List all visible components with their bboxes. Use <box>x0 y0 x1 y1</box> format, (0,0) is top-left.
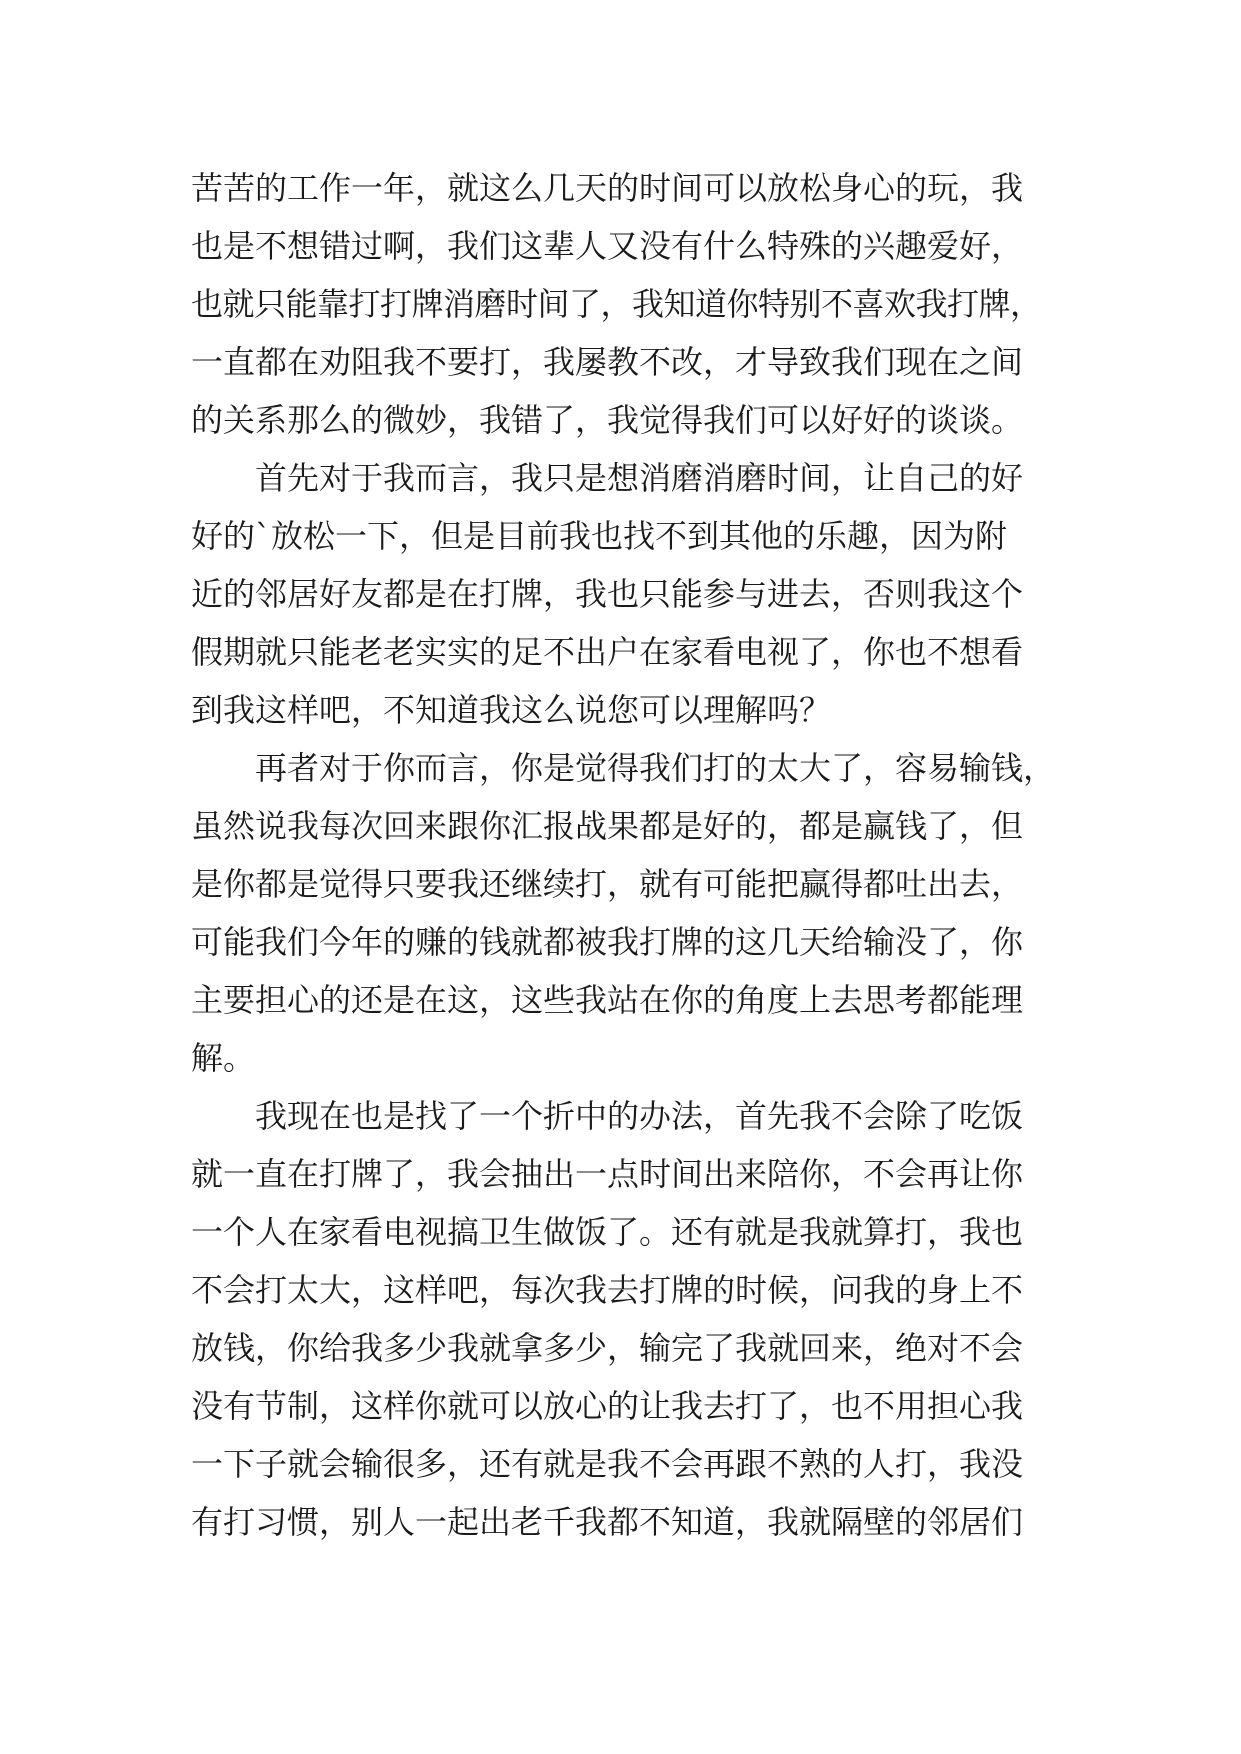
text-line: 一个人在家看电视搞卫生做饭了。还有就是我就算打，我也 <box>191 1213 1024 1251</box>
text-line: 就一直在打牌了，我会抽出一点时间出来陪你，不会再让你 <box>191 1155 1024 1193</box>
text-line: 有打习惯，别人一起出老千我都不知道，我就隔壁的邻居们 <box>191 1503 1024 1541</box>
text-line: 放钱，你给我多少我就拿多少，输完了我就回来，绝对不会 <box>191 1329 1024 1367</box>
text-line: 不会打太大，这样吧，每次我去打牌的时候，问我的身上不 <box>191 1271 1024 1309</box>
text-line: 的关系那么的微妙，我错了，我觉得我们可以好好的谈谈。 <box>191 401 1024 439</box>
text-line: 好的`放松一下，但是目前我也找不到其他的乐趣，因为附 <box>191 517 1008 555</box>
text-line: 是你都是觉得只要我还继续打，就有可能把赢得都吐出去， <box>191 865 1024 903</box>
text-line: 可能我们今年的赚的钱就都被我打牌的这几天给输没了，你 <box>191 923 1024 961</box>
text-line: 解。 <box>191 1039 256 1077</box>
text-line: 一直都在劝阻我不要打，我屡教不改，才导致我们现在之间 <box>191 343 1024 381</box>
text-line: 到我这样吧，不知道我这么说您可以理解吗？ <box>191 691 832 729</box>
text-line: 也就只能靠打打牌消磨时间了，我知道你特别不喜欢我打牌， <box>191 285 1042 323</box>
text-line: 苦苦的工作一年，就这么几天的时间可以放松身心的玩，我 <box>191 169 1024 207</box>
text-line: 虽然说我每次回来跟你汇报战果都是好的，都是赢钱了，但 <box>191 807 1024 845</box>
text-line: 一下子就会输很多，还有就是我不会再跟不熟的人打，我没 <box>191 1445 1024 1483</box>
text-line: 再者对于你而言，你是觉得我们打的太大了，容易输钱， <box>255 749 1056 787</box>
text-line: 没有节制，这样你就可以放心的让我去打了，也不用担心我 <box>191 1387 1024 1425</box>
text-line: 首先对于我而言，我只是想消磨消磨时间，让自己的好 <box>255 459 1024 497</box>
text-line: 也是不想错过啊，我们这辈人又没有什么特殊的兴趣爱好， <box>191 227 1024 265</box>
text-line: 近的邻居好友都是在打牌，我也只能参与进去，否则我这个 <box>191 575 1024 613</box>
text-line: 假期就只能老老实实的足不出户在家看电视了，你也不想看 <box>191 633 1024 671</box>
text-line: 我现在也是找了一个折中的办法，首先我不会除了吃饭 <box>255 1097 1024 1135</box>
text-line: 主要担心的还是在这，这些我站在你的角度上去思考都能理 <box>191 981 1024 1019</box>
